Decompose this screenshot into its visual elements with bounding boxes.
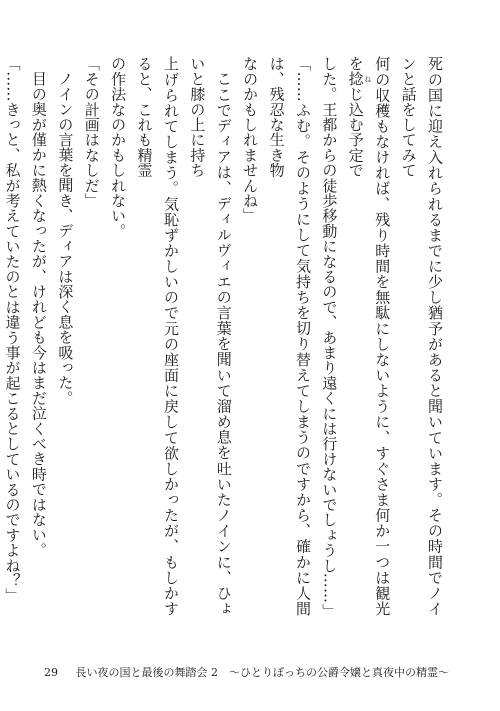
furigana-nejikomu: 捻 ね	[346, 71, 372, 87]
text-line: ノインの言葉を聞き、ディアは深く息を吸った。	[56, 71, 75, 406]
text-line: した。王都からの徒歩移動になるので、あまり遠くには行けないでしょうし……」	[320, 56, 339, 619]
text-line: 上げられてしまう。気恥ずかしいので元の座面に戻して欲しかったが、もしかすると、これも精霊	[135, 56, 180, 616]
text-line: 「……きっと、私が考えていたのとは違う事が起こるとしているのですよね？」	[3, 56, 22, 604]
text-line: 何の収穫もなければ、残り時間を無駄にしないように、すぐさま何か一つは観光を捻 ねじ込む予定で	[346, 56, 392, 616]
page-number: 29	[44, 666, 58, 679]
text-line: の作法なのかもしれない。	[109, 56, 128, 239]
text-line: なのかもしれませんね」	[241, 56, 260, 224]
text-line: ここでディアは、ディルヴィエの言葉を聞いて溜め息を吐いたノインに、ひょいと膝の上に持ち	[188, 56, 233, 616]
page-footer	[44, 664, 449, 680]
text-line: 死の国に迎え入れられるまでに少し猶予があると聞いています。その時間でノインと話をしてみて	[399, 56, 444, 616]
text-line: 「その計画はなしだ」	[82, 56, 101, 208]
text-line: 目の奥が僅かに熱くなったが、けれども今はまだ泣くべき時ではない。	[29, 71, 48, 558]
running-book-title: 長い夜の国と最後の舞踏会 2 ～ひとりぼっちの公爵令嬢と真夜中の精霊～	[75, 666, 449, 679]
text-line: 「……ふむ。そのようにして気持ちを切り替えてしまうのですから、確かに人間は、残忍な生き物	[267, 56, 312, 616]
vertical-text-body	[3, 56, 448, 619]
